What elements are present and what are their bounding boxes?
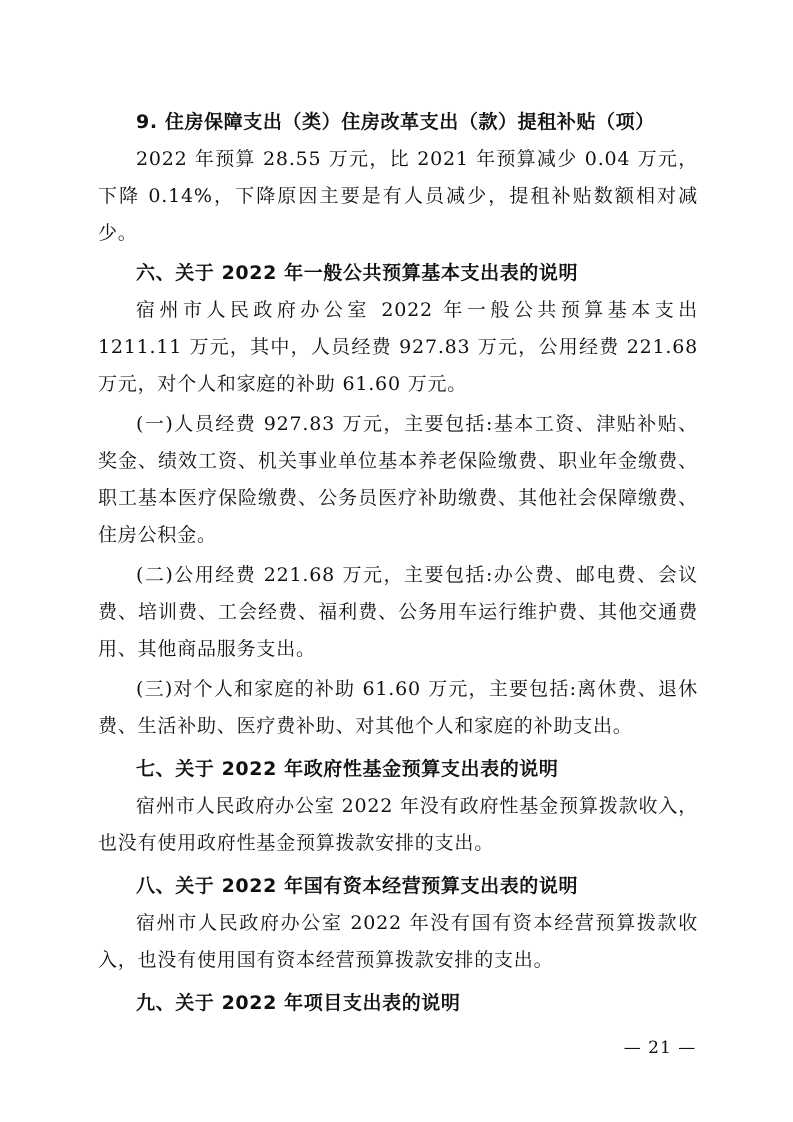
item-9-heading: 9. 住房保障支出（类）住房改革支出（款）提租补贴（项）	[136, 111, 655, 133]
section-6-personnel-expenses: (一)人员经费 927.83 万元，主要包括:基本工资、津贴补贴、奖金、绩效工资、机关事业单位基本养老保险缴费、职业年金缴费、职工基本医疗保险缴费、公务员医疗补助缴费、其他社会保障缴费、住房公积金。	[98, 413, 698, 546]
item-9-body: 2022 年预算 28.55 万元，比 2021 年预算减少 0.04 万元，下降 0.14%，下降原因主要是有人员减少，提租补贴数额相对减少。	[98, 148, 698, 244]
section-7-body: 宿州市人民政府办公室 2022 年没有政府性基金预算拨款收入，也没有使用政府性基金预算拨款安排的支出。	[98, 795, 698, 854]
page-number: — 21 —	[623, 1038, 697, 1058]
section-9-heading: 九、关于 2022 年项目支出表的说明	[136, 992, 461, 1014]
section-6-intro: 宿州市人民政府办公室 2022 年一般公共预算基本支出 1211.11 万元，其中，人员经费 927.83 万元，公用经费 221.68 万元，对个人和家庭的补助 61.60 万元。	[98, 299, 698, 395]
section-6-heading: 六、关于 2022 年一般公共预算基本支出表的说明	[136, 262, 579, 284]
document-body	[98, 104, 698, 1022]
section-8-body: 宿州市人民政府办公室 2022 年没有国有资本经营预算拨款收入，也没有使用国有资本经营预算拨款安排的支出。	[98, 912, 698, 971]
section-8-heading: 八、关于 2022 年国有资本经营预算支出表的说明	[136, 875, 579, 897]
section-6-public-expenses: (二)公用经费 221.68 万元，主要包括:办公费、邮电费、会议费、培训费、工会经费、福利费、公务用车运行维护费、其他交通费用、其他商品服务支出。	[98, 564, 698, 660]
section-6-household-subsidy: (三)对个人和家庭的补助 61.60 万元，主要包括:离休费、退休费、生活补助、医疗费补助、对其他个人和家庭的补助支出。	[98, 678, 698, 737]
section-7-heading: 七、关于 2022 年政府性基金预算支出表的说明	[136, 758, 559, 780]
